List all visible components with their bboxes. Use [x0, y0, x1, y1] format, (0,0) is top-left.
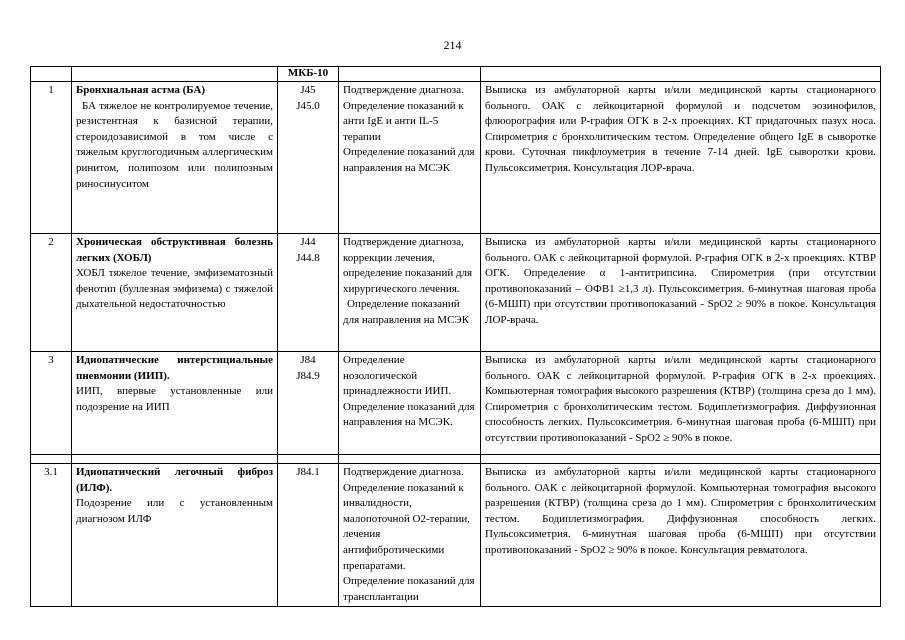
diagnosis-title: Идиопатический легочный фиброз (ИЛФ). [76, 466, 273, 494]
documents-cell: Выписка из амбулаторной карты и/или медицинской карты стационарного больного. ОАК с лейкоцитарной формулой. Р-графия ОГК в 2-х проекциях. Компьютерная томография высокого разрешения (КТВР) (толщина среза до 1 мм). Спирометрия с бронхолитическим тестом. Бодиплетизмография. Диффузионная способность легких. Пульсоксиметрия. 6-минутная шаговая проба (6-МШП) при отсутствии противопоказаний - SpO2 ≥ 90% в покое. [481, 352, 881, 455]
diagnosis-description: ИИП, впервые установленные или подозрение на ИИП [76, 385, 273, 413]
purpose-text: Определение нозологической принадлежности ИИП. Определение показаний для направления на МСЭК. [343, 354, 475, 429]
icd-code: J84.1 [296, 466, 320, 478]
purpose-text: Определение показаний для направления на МСЭК [343, 298, 470, 326]
purpose-text: Определение показаний для направления на МСЭК [343, 146, 475, 174]
header-diagnosis [72, 67, 278, 82]
purpose-text: Подтверждение диагноза. [343, 466, 464, 478]
diagnosis-cell [72, 352, 278, 455]
purpose-cell [339, 234, 481, 352]
table-row [31, 464, 881, 607]
row-number: 1 [31, 82, 72, 234]
table-spacer-row [31, 455, 881, 464]
row-number: 3 [31, 352, 72, 455]
table-row [31, 82, 881, 234]
icd-code-cell [278, 352, 339, 455]
purpose-cell [339, 82, 481, 234]
page-number: 214 [443, 38, 462, 52]
icd-code: J45 [300, 84, 316, 96]
icd-code: J84 [300, 354, 316, 366]
table-row [31, 352, 881, 455]
row-number: 3.1 [31, 464, 72, 607]
diagnosis-description: Подозрение или с установленным диагнозом ИЛФ [76, 497, 273, 525]
purpose-text: Подтверждение диагноза, коррекции лечения, определение показаний для хирургического лечения. [343, 236, 473, 295]
purpose-text: Определение показаний для трансплантации [343, 575, 475, 603]
spacer-cell [481, 455, 881, 464]
header-icd-code: МКБ-10 [278, 67, 339, 82]
header-purpose [339, 67, 481, 82]
table-header-row [31, 67, 881, 82]
documents-cell: Выписка из амбулаторной карты и/или медицинской карты стационарного больного. ОАК с лейкоцитарной формулой. Р-графия ОГК в 2-х проекциях. КТВР ОГК. Определение α 1-антитрипсина. Спирометрия (при отсутствии противопоказаний – ОФВ1 ≥1,3 л). Пульсоксиметрия. 6-минутная шаговая проба (6-МШП) при отсутствии противопоказаний - SpO2 ≥ 90% в покое. Консультация ЛОР-врача. [481, 234, 881, 352]
diagnosis-title: Идиопатические интерстициальные пневмонии (ИИП). [76, 354, 273, 382]
diagnosis-cell [72, 234, 278, 352]
icd-code: J44 [300, 236, 316, 248]
header-documents [481, 67, 881, 82]
icd-code-cell [278, 464, 339, 607]
purpose-cell [339, 352, 481, 455]
icd-code-cell [278, 234, 339, 352]
icd-code: J84.9 [296, 369, 320, 382]
documents-cell: Выписка из амбулаторной карты и/или медицинской карты стационарного больного. ОАК с лейкоцитарной формулой. Компьютерная томография высокого разрешения (КТВР) (толщина среза до 1 мм). Спирометрия с бронхолитическим тестом. Бодиплетизмография. Диффузионная способность легких. Пульсоксиметрия. 6-минутная шаговая проба (6-МШП) при отсутствии противопоказаний - SpO2 ≥ 90% в покое. Консультация ревматолога. [481, 464, 881, 607]
diagnosis-cell [72, 464, 278, 607]
spacer-cell [278, 455, 339, 464]
diagnosis-description: ХОБЛ тяжелое течение, эмфизематозный фенотип (буллезная эмфизема) с тяжелой дыхательной недостаточностью [76, 267, 273, 311]
diagnosis-title: Хроническая обструктивная болезнь легких (ХОБЛ) [76, 236, 273, 264]
row-number: 2 [31, 234, 72, 352]
spacer-cell [31, 455, 72, 464]
icd-code: J45.0 [296, 99, 320, 112]
purpose-text: Подтверждение диагноза. Определение показаний к анти IgE и анти IL-5 терапии [343, 84, 464, 143]
spacer-cell [339, 455, 481, 464]
icd-code: J44.8 [296, 251, 320, 264]
table-row [31, 234, 881, 352]
purpose-cell [339, 464, 481, 607]
icd-code-cell [278, 82, 339, 234]
diagnosis-description: БА тяжелое не контролируемое течение, резистентная к базисной терапии, стероидозависимой в том числе с тяжелым круглогодичным аллергическим ринитом, полипозом или полипозным риносинуситом [76, 99, 273, 190]
header-number [31, 67, 72, 82]
documents-cell: Выписка из амбулаторной карты и/или медицинской карты стационарного больного. ОАК с лейкоцитарной формулой и подсчетом эозинофилов, флюорография или Р-графия ОГК в 2-х проекциях. КТ придаточных пазух носа. Спирометрия с бронхолитическим тестом. Определение общего IgE в сыворотке крови. Суточная пикфлоуметрия в течение 7-14 дней. IgE сыворотки крови. Пульсоксиметрия. Консультация ЛОР-врача. [481, 82, 881, 234]
referral-criteria-table [30, 66, 881, 607]
purpose-text: Определение показаний к инвалидности, малопоточной О2-терапии, лечения антифибротическими препаратами. [343, 481, 470, 572]
diagnosis-title: Бронхиальная астма (БА) [76, 84, 206, 96]
spacer-cell [72, 455, 278, 464]
diagnosis-cell [72, 82, 278, 234]
